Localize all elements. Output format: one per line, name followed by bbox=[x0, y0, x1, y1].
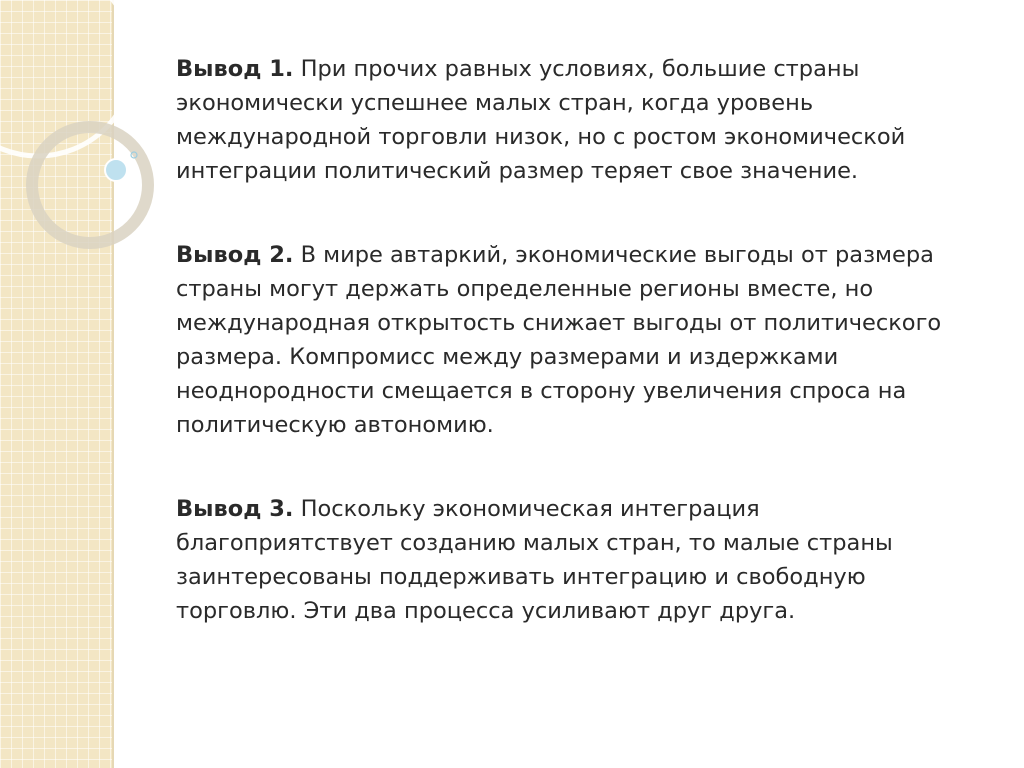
conclusion-3-lead: Вывод 3. bbox=[176, 496, 294, 522]
conclusion-2-text: В мире автаркий, экономические выгоды от размера страны могут держать определенные регионы вместе, но международная открытость снижает выгоды от политического размера. Компромисс между размерами и издержками неоднородности смещается в сторону увеличения спроса на политическую автономию. bbox=[176, 242, 942, 438]
conclusion-2-lead: Вывод 2. bbox=[176, 242, 294, 268]
decorative-rings bbox=[0, 0, 180, 300]
conclusion-2 bbox=[176, 238, 976, 442]
conclusion-1 bbox=[176, 52, 976, 188]
conclusion-1-lead: Вывод 1. bbox=[176, 56, 294, 82]
conclusions-text bbox=[176, 52, 976, 678]
middle-ring bbox=[32, 127, 148, 243]
conclusion-1-text: При прочих равных условиях, большие страны экономически успешнее малых стран, когда уровень международной торговли низок, но с ростом экономической интеграции политический размер теряет свое значение. bbox=[176, 56, 906, 184]
bubble-icon bbox=[105, 159, 127, 181]
conclusion-3 bbox=[176, 492, 976, 628]
conclusion-3-text: Поскольку экономическая интеграция благоприятствует созданию малых стран, то малые страны заинтересованы поддерживать интеграцию и свободную торговлю. Эти два процесса усиливают друг друга. bbox=[176, 496, 893, 624]
